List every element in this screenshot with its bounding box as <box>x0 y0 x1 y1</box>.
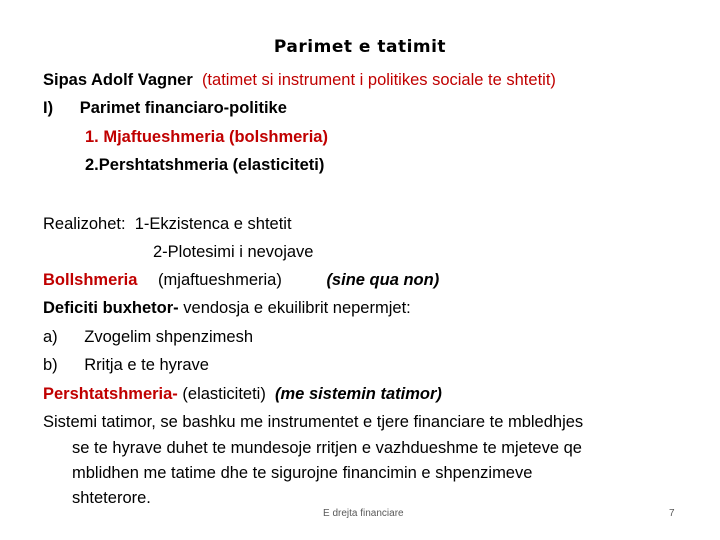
realized-line <box>43 214 292 234</box>
realized-label: Realizohet: <box>43 215 126 233</box>
abundance-label: Bollshmeria <box>43 271 138 289</box>
realized-item-1: 1-Ekzistenca e shtetit <box>134 215 292 233</box>
deficit-line <box>43 298 411 318</box>
paragraph-line-1: Sistemi tatimor, se bashku me instrumentet e tjere financiare te mbledhjes <box>43 413 584 431</box>
author-label: Sipas Adolf Vagner <box>43 71 193 89</box>
list-text-b: Rritja e te hyrave <box>84 356 209 374</box>
principle-number: I) <box>43 99 54 117</box>
footer-title: E drejta financiare <box>323 508 404 519</box>
deficit-text: vendosja e ekuilibrit nepermjet: <box>183 299 411 317</box>
elasticity-note: (me sistemin tatimor) <box>275 385 442 403</box>
principle-text: Parimet financiaro-politike <box>79 99 287 117</box>
slide-title: Parimet e tatimit <box>273 37 447 57</box>
page-number: 7 <box>669 508 675 519</box>
list-marker-a: a) <box>43 328 58 346</box>
realized-item-2: 2-Plotesimi i nevojave <box>153 243 314 261</box>
elasticity-label: Pershtatshmeria- <box>43 385 178 403</box>
abundance-line <box>43 270 439 290</box>
list-item-a <box>43 327 253 347</box>
abundance-latin: (sine qua non) <box>326 271 440 289</box>
author-note: (tatimet si instrument i politikes sociale te shtetit) <box>201 71 556 89</box>
sub-item-1: 1. Mjaftueshmeria (bolshmeria) <box>85 128 328 146</box>
elasticity-line <box>43 384 442 404</box>
principle-heading <box>43 98 287 118</box>
sub-item-2: 2.Pershtatshmeria (elasticiteti) <box>85 156 325 174</box>
list-item-b <box>43 355 209 375</box>
deficit-label: Deficiti buxhetor- <box>43 299 179 317</box>
paragraph-line-3: mblidhen me tatime dhe te sigurojne financimin e shpenzimeve <box>72 464 533 482</box>
list-marker-b: b) <box>43 356 58 374</box>
abundance-paren: (mjaftueshmeria) <box>158 271 282 289</box>
elasticity-paren: (elasticiteti) <box>182 385 266 403</box>
paragraph-line-4: shteterore. <box>72 489 151 507</box>
list-text-a: Zvogelim shpenzimesh <box>84 328 254 346</box>
source-line <box>43 70 556 90</box>
paragraph-line-2: se te hyrave duhet te mundesoje rritjen e vazhdueshme te mjeteve qe <box>72 439 582 457</box>
